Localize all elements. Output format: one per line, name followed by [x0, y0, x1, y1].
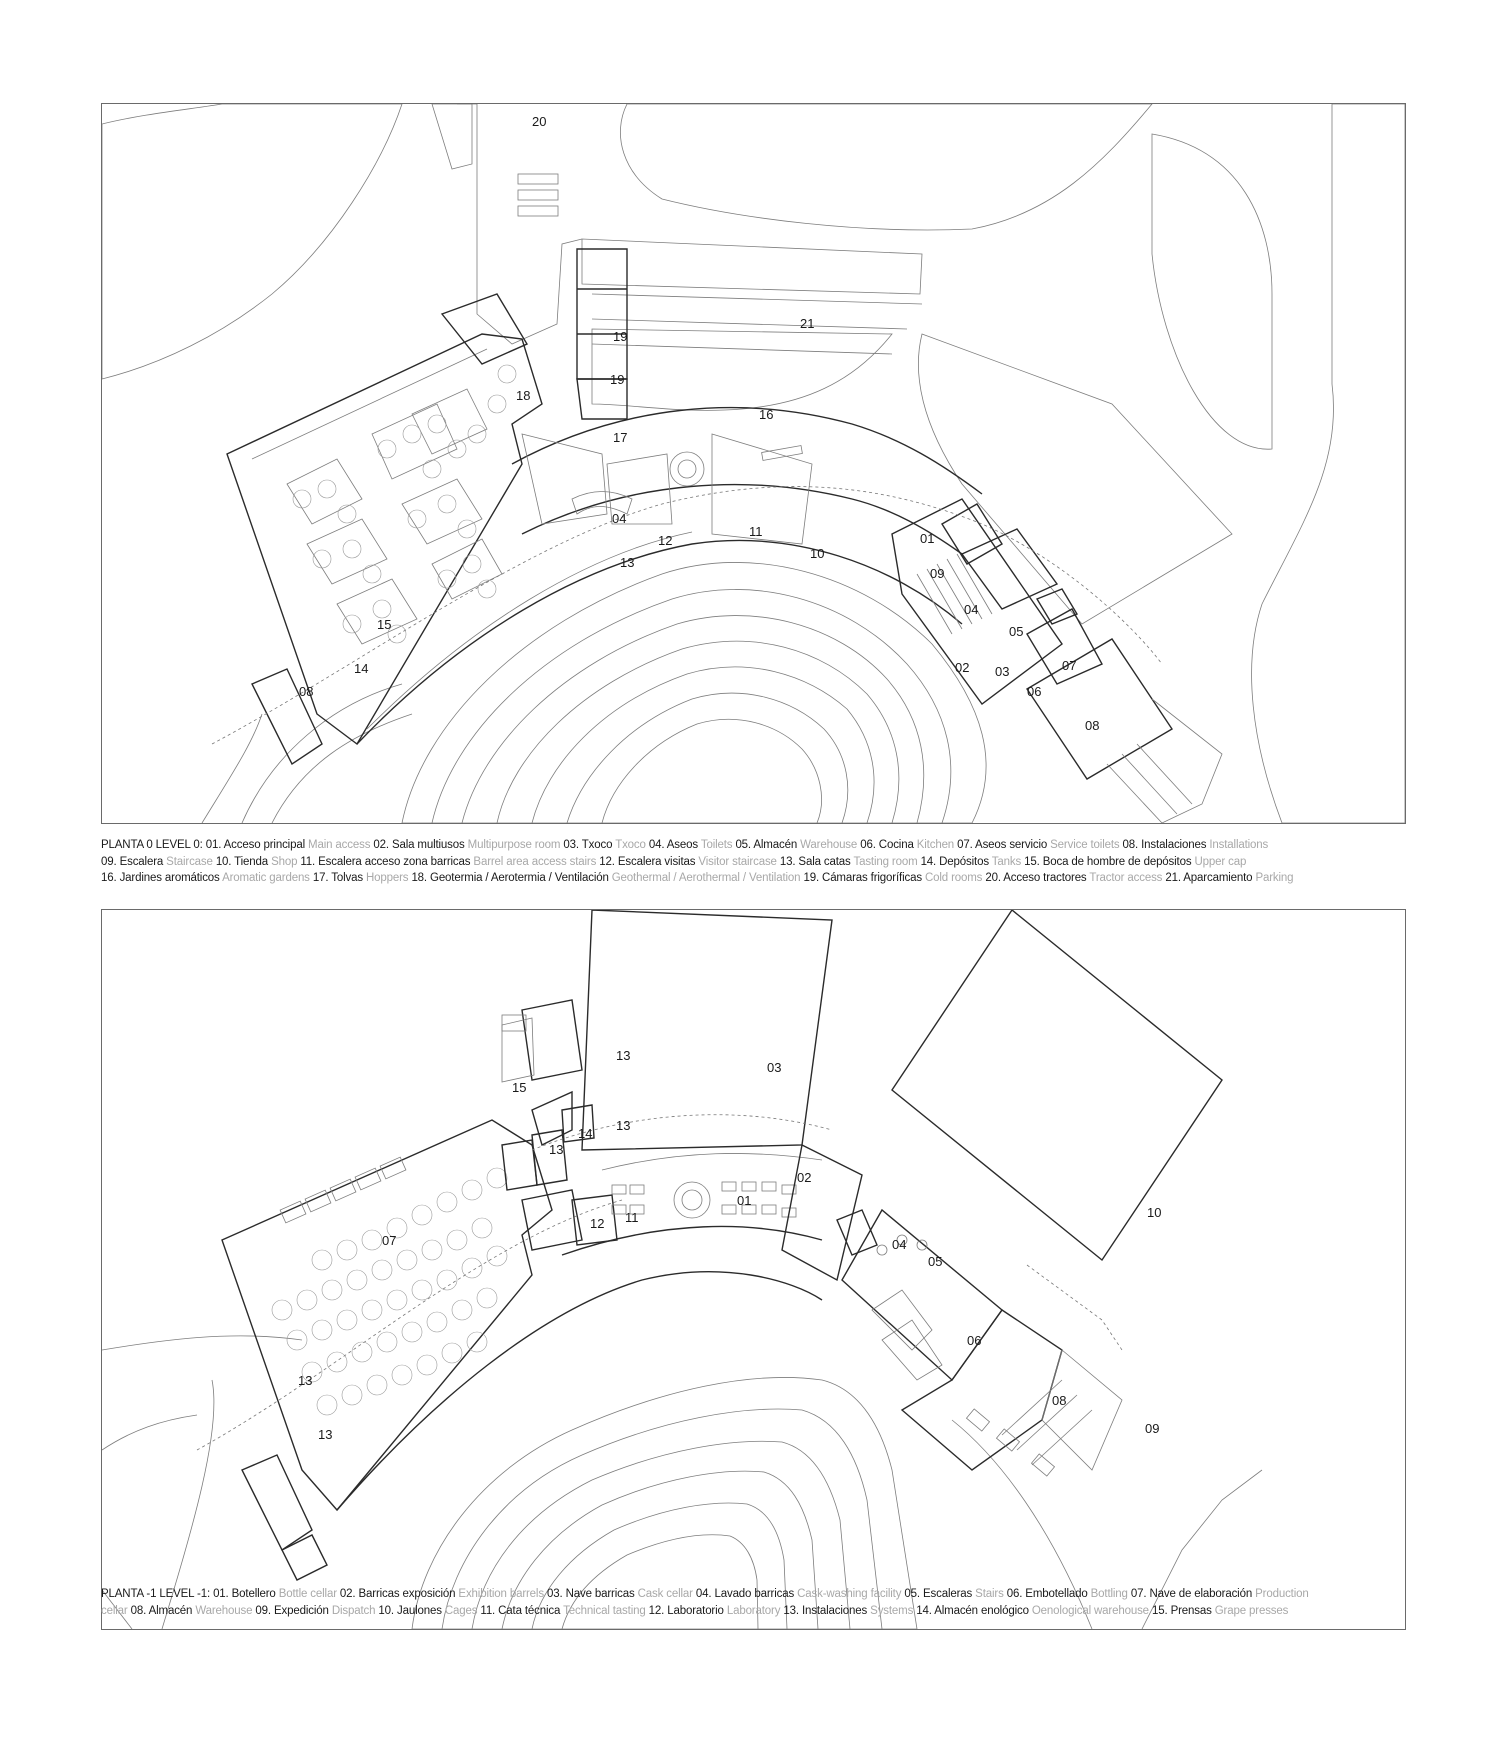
legend-item-en: Cold rooms [924, 872, 983, 884]
room-label-16: 16 [759, 407, 774, 422]
room-label-04: 04 [964, 602, 979, 617]
legend-item-en: Oenological warehouse [1031, 1604, 1149, 1617]
legend-item-es: 16. Jardines aromáticos [101, 872, 220, 884]
room-label-14: 14 [354, 661, 369, 676]
legend-item-en: Systems [870, 1604, 914, 1617]
level-minus-1-room-labels [298, 1048, 1161, 1442]
room-label-05: 05 [928, 1254, 943, 1269]
legend-item-es: 02. Barricas exposición [339, 1588, 456, 1600]
legend-line [101, 1603, 1411, 1620]
legend-item-es: 14. Almacén enológico [916, 1604, 1029, 1617]
room-label-06: 06 [967, 1333, 982, 1348]
legend-item-es: 01. Acceso principal [205, 839, 305, 851]
room-label-21: 21 [800, 316, 815, 331]
legend-item-en: Aromatic gardens [222, 872, 310, 884]
legend-item-es: 12. Laboratorio [648, 1604, 724, 1617]
legend-line [101, 837, 1411, 854]
legend-item-es: 12. Escalera visitas [599, 855, 696, 868]
legend-item-es: 20. Acceso tractores [985, 872, 1087, 884]
legend-item-en: Warehouse [195, 1604, 253, 1617]
legend-item-en: Dispatch [331, 1604, 376, 1617]
legend-item-en: Shop [271, 855, 298, 868]
legend-item-en: Txoco [615, 839, 646, 851]
room-label-13: 13 [318, 1427, 333, 1442]
legend-item-en: Tractor access [1089, 872, 1163, 884]
legend-item-es: 11. Escalera acceso zona barricas [300, 855, 471, 868]
legend-item-en: Technical tasting [563, 1604, 646, 1617]
legend-item-es: 11. Cata técnica [480, 1604, 561, 1617]
bottling [842, 1210, 1002, 1380]
legend-item-en: Bottle cellar [278, 1588, 337, 1600]
legend-item-es: 08. Instalaciones [1122, 839, 1207, 851]
legend-item-es: 13. Sala catas [779, 855, 851, 868]
room-label-07: 07 [1062, 658, 1077, 673]
room-label-04: 04 [892, 1237, 907, 1252]
level-0-drawing [102, 104, 1405, 823]
legend-item-es: 19. Cámaras frigoríficas [803, 872, 922, 884]
legend-item-es: 05. Escaleras [904, 1588, 973, 1600]
room-label-13: 13 [620, 555, 635, 570]
legend-item-es: 03. Nave barricas [546, 1588, 635, 1600]
legend-item-es: 15. Prensas [1151, 1604, 1212, 1617]
legend-item-es: 07. Nave de elaboración [1130, 1588, 1253, 1600]
vineyard-far-east [1252, 104, 1405, 823]
road-west [102, 104, 402, 379]
legend-item-es: 05. Almacén [735, 839, 798, 851]
room-label-13: 13 [616, 1048, 631, 1063]
cask-washing [782, 1145, 862, 1280]
legend-item-en: Kitchen [916, 839, 955, 851]
exhibition-south-wall [337, 1272, 822, 1510]
legend-item-es: 14. Depósitos [920, 855, 989, 868]
legend-item-en: Main access [308, 839, 371, 851]
legend-item-en: Cask cellar [637, 1588, 693, 1600]
room-label-06: 06 [1027, 684, 1042, 699]
room-label-13: 13 [298, 1373, 313, 1388]
legend-item-en: Parking [1255, 872, 1294, 884]
aromatic-gardens [592, 329, 892, 410]
room-label-19: 19 [613, 329, 628, 344]
geothermal-room [442, 294, 527, 364]
legend-item-en: Stairs [975, 1588, 1004, 1600]
room-label-09: 09 [930, 566, 945, 581]
cages [892, 910, 1222, 1260]
legend-item-es: 10. Tienda [215, 855, 269, 868]
legend-item-en: Laboratory [726, 1604, 781, 1617]
legend-item-es: 10. Jaulones [378, 1604, 442, 1617]
room-label-19: 19 [610, 372, 625, 387]
room-label-05: 05 [1009, 624, 1024, 639]
legend-item-en: Upper cap [1194, 855, 1247, 868]
legend-item-en: Hoppers [365, 872, 409, 884]
room-label-03: 03 [995, 664, 1010, 679]
level-0-legend [101, 837, 1411, 887]
room-label-04: 04 [612, 511, 627, 526]
level-0-floor-plan [101, 103, 1406, 824]
legend-heading: PLANTA 0 LEVEL 0: [101, 839, 203, 851]
legend-item-es: 15. Boca de hombre de depósitos [1024, 855, 1192, 868]
legend-item-es: 17. Tolvas [312, 872, 363, 884]
room-label-12: 12 [590, 1216, 605, 1231]
level-0-room-labels [299, 114, 1099, 733]
legend-item-en: Service toilets [1050, 839, 1120, 851]
legend-item-es: 02. Sala multiusos [373, 839, 465, 851]
systems-room-north [522, 1000, 582, 1080]
legend-item-es: 08. Almacén [130, 1604, 193, 1617]
corridor-north-wall [512, 408, 982, 494]
room-label-13: 13 [616, 1118, 631, 1133]
legend-item-en: Tasting room [853, 855, 918, 868]
legend-item-es: 09. Expedición [255, 1604, 329, 1617]
legend-item-en: cellar [101, 1604, 128, 1617]
vineyard-north [620, 104, 1152, 230]
room-label-08: 08 [1052, 1393, 1067, 1408]
room-label-20: 20 [532, 114, 547, 129]
legend-item-es: 01. Botellero [213, 1588, 276, 1600]
legend-item-en: Warehouse [800, 839, 858, 851]
legend-item-es: 13. Instalaciones [783, 1604, 868, 1617]
legend-item-es: 09. Escalera [101, 855, 164, 868]
legend-item-es: 03. Txoco [563, 839, 613, 851]
legend-item-en: Multipurpose room [467, 839, 561, 851]
room-label-09: 09 [1145, 1421, 1160, 1436]
legend-item-en: Staircase [166, 855, 213, 868]
corridor-south-wall [357, 541, 962, 744]
legend-line [101, 854, 1411, 871]
warehouse [902, 1310, 1062, 1470]
legend-item-es: 21. Aparcamiento [1165, 872, 1253, 884]
level-minus-1-legend [101, 1586, 1411, 1619]
legend-item-en: Tanks [991, 855, 1022, 868]
parking-area [582, 239, 922, 294]
legend-item-en: Exhibition barrels [458, 1588, 544, 1600]
legend-item-en: Production [1255, 1588, 1309, 1600]
vineyard-east [1152, 134, 1272, 449]
legend-item-en: Bottling [1090, 1588, 1128, 1600]
parking-grid [918, 334, 1232, 624]
legend-item-es: 06. Cocina [860, 839, 914, 851]
room-label-14: 14 [578, 1126, 593, 1141]
room-label-10: 10 [810, 546, 825, 561]
room-label-07: 07 [382, 1233, 397, 1248]
legend-item-es: 07. Aseos servicio [957, 839, 1048, 851]
legend-item-en: Toilets [700, 839, 733, 851]
legend-item-en: Installations [1209, 839, 1269, 851]
legend-item-en: Visitor staircase [698, 855, 777, 868]
legend-item-es: 04. Lavado barricas [695, 1588, 795, 1600]
room-label-15: 15 [377, 617, 392, 632]
dispatch [1042, 1350, 1122, 1470]
cold-rooms [577, 249, 627, 379]
room-label-08: 08 [299, 684, 314, 699]
legend-item-es: 06. Embotellado [1006, 1588, 1088, 1600]
legend-heading: PLANTA -1 LEVEL -1: [101, 1588, 211, 1600]
room-label-01: 01 [737, 1193, 752, 1208]
room-label-01: 01 [920, 531, 935, 546]
room-label-13: 13 [549, 1142, 564, 1157]
level-minus-1-drawing [102, 910, 1405, 1629]
legend-item-en: Cask-washing facility [797, 1588, 902, 1600]
room-label-02: 02 [797, 1170, 812, 1185]
legend-item-en: Cages [444, 1604, 478, 1617]
room-label-08: 08 [1085, 718, 1100, 733]
legend-item-en: Geothermal / Aerothermal / Ventilation [611, 872, 801, 884]
room-label-18: 18 [516, 388, 531, 403]
legend-item-en: Barrel area access stairs [473, 855, 597, 868]
legend-line [101, 870, 1411, 887]
room-label-02: 02 [955, 660, 970, 675]
level-minus-1-floor-plan [101, 909, 1406, 1630]
room-label-10: 10 [1147, 1205, 1162, 1220]
legend-line [101, 1586, 1411, 1603]
legend-item-es: 18. Geotermia / Aerotermia / Ventilación [411, 872, 609, 884]
room-label-15: 15 [512, 1080, 527, 1095]
legend-item-es: 04. Aseos [648, 839, 698, 851]
room-label-11: 11 [749, 524, 763, 539]
legend-item-en: Grape presses [1214, 1604, 1289, 1617]
room-label-03: 03 [767, 1060, 782, 1075]
room-label-11: 11 [625, 1210, 639, 1225]
room-label-12: 12 [658, 533, 673, 548]
room-label-17: 17 [613, 430, 628, 445]
